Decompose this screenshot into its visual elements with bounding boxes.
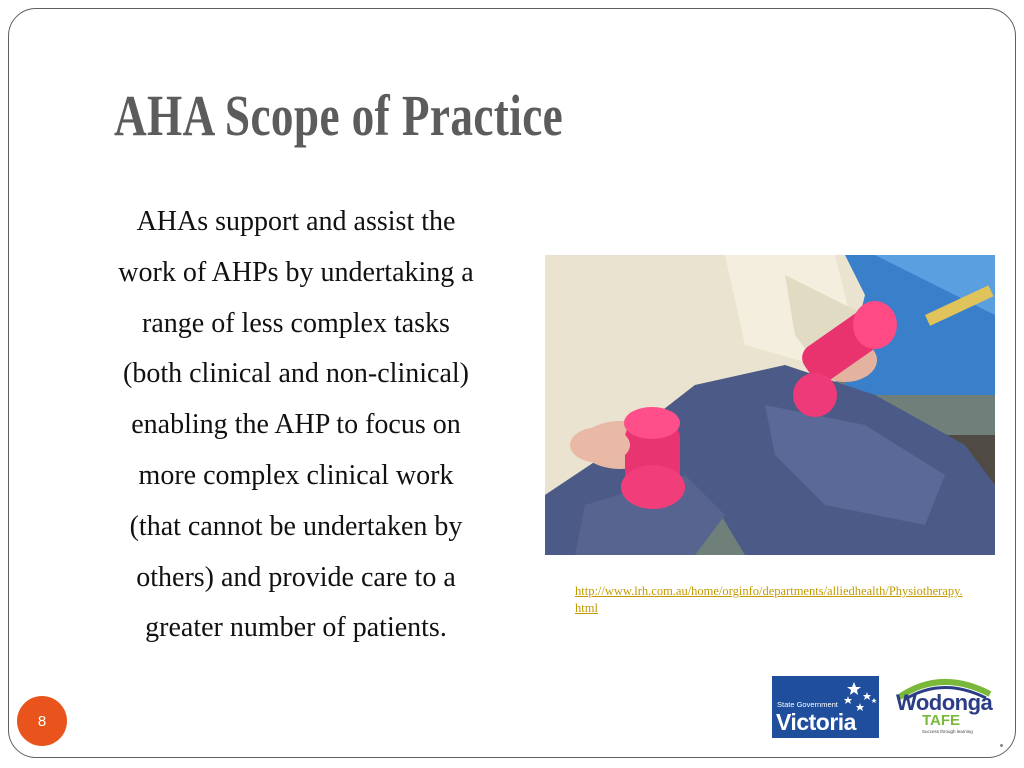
body-line: AHAs support and assist the [136,206,456,237]
slide-title: AHA Scope of Practice [114,83,564,148]
victoria-big-text: Victoria [776,709,856,735]
wodonga-tafe: TAFE [922,712,961,729]
body-line: range of less complex tasks [142,307,450,339]
victoria-small-text: State Government [777,700,838,709]
victoria-logo [772,676,879,738]
wodonga-name: Wodonga [896,690,993,715]
body-line: (both clinical and non-clinical) [123,358,469,390]
physio-photo [545,255,995,555]
body-line: enabling the AHP to focus on [131,409,461,441]
source-link[interactable]: http://www.lrh.com.au/home/orginfo/departments/alliedhealth/Physiotherapy.html [575,584,963,615]
corner-dot [1000,744,1003,747]
body-line: work of AHPs by undertaking a [118,256,474,288]
wodonga-tafe-logo [890,672,1002,738]
body-paragraph [76,197,516,654]
body-line: others) and provide care to a [136,561,456,593]
wodonga-tagline: Success through learning [922,729,973,734]
body-line: greater number of patients. [145,612,447,644]
body-line: (that cannot be undertaken by [129,510,463,542]
page-number-badge: 8 [17,696,67,746]
body-line: more complex clinical work [138,459,454,491]
